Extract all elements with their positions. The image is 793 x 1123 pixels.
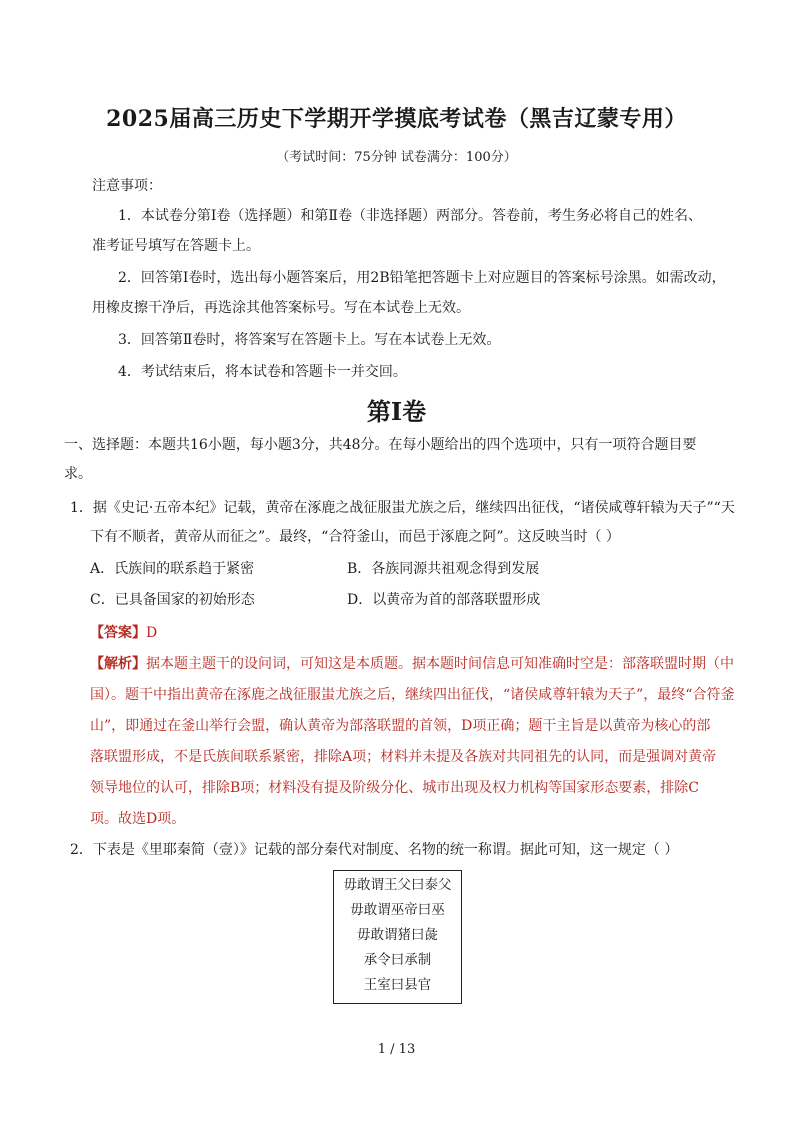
answer-value: D (146, 625, 158, 641)
note-2-line-1: 2．回答第Ⅰ卷时，选出每小题答案后，用2B铅笔把答题卡上对应题目的答案标号涂黑。如需改动， (118, 270, 726, 286)
note-4: 4．考试结束后，将本试卷和答题卡一并交回。 (118, 364, 407, 380)
table-row: 毋敢谓王父曰泰父 (343, 877, 452, 893)
page-number: 1 / 13 (377, 1042, 416, 1057)
q1-stem-line-2: 下有不顺者，黄帝从而征之”。最终，“合符釜山，而邑于涿鹿之阿”。这反映当时（ ） (90, 529, 620, 545)
q1-analysis-line-1 (90, 654, 734, 674)
answer-label: 【答案】 (90, 625, 146, 641)
q1-analysis-line-3: 山”，即通过在釜山举行会盟，确认黄帝为部落联盟的首领，D项正确；题干主旨是以黄帝为核心的部 (90, 718, 711, 734)
note-1-line-1: 1．本试卷分第Ⅰ卷（选择题）和第Ⅱ卷（非选择题）两部分。答卷前，考生务必将自己的姓名、 (118, 208, 702, 224)
q1-stem-line-1: 1．据《史记·五帝本纪》记载，黄帝在涿鹿之战征服蚩尤族之后，继续四出征伐，“诸侯咸尊轩辕为天子”“天 (70, 500, 735, 516)
note-2-line-2: 用橡皮擦干净后，再选涂其他答案标号。写在本试卷上无效。 (92, 300, 470, 316)
analysis-text: 据本题主题干的设问词，可知这是本质题。据本题时间信息可知准确时空是：部落联盟时期（中 (146, 656, 734, 672)
q1-option-b: B．各族同源共祖观念得到发展 (347, 561, 540, 577)
q1-option-c: C．已具备国家的初始形态 (90, 592, 255, 608)
section-instruction-line-1: 一、选择题：本题共16小题，每小题3分，共48分。在每小题给出的四个选项中，只有一项符合题目要 (64, 437, 697, 453)
table-row: 毋敢谓巫帝曰巫 (350, 902, 445, 918)
q1-analysis-line-5: 领导地位的认可，排除B项；材料没有提及阶级分化、城市出现及权力机构等国家形态要素，排除C (90, 780, 699, 796)
q2-table (333, 870, 462, 1004)
q2-stem: 2．下表是《里耶秦简（壹）》记载的部分秦代对制度、名物的统一称谓。据此可知，这一规定（ ） (70, 842, 679, 858)
table-row: 王室曰县官 (363, 977, 432, 993)
table-row: 承令曰承制 (363, 952, 432, 968)
analysis-label: 【解析】 (90, 656, 146, 672)
q1-option-d: D．以黄帝为首的部落联盟形成 (347, 592, 541, 608)
exam-subtitle: （考试时间：75分钟 试卷满分：100分） (276, 150, 517, 165)
notes-heading: 注意事项： (92, 178, 162, 194)
table-row: 毋敢谓猪曰彘 (357, 927, 438, 943)
note-3: 3．回答第Ⅱ卷时，将答案写在答题卡上。写在本试卷上无效。 (118, 332, 501, 348)
section-heading: 第Ⅰ卷 (366, 397, 427, 426)
section-instruction-line-2: 求。 (64, 466, 92, 482)
q1-answer (90, 623, 157, 643)
q1-analysis-line-2: 国）。题干中指出黄帝在涿鹿之战征服蚩尤族之后，继续四出征伐，“诸侯咸尊轩辕为天子”，最终“合符釜 (90, 687, 735, 703)
q1-analysis-line-4: 落联盟形成，不是氏族间联系紧密，排除A项；材料并未提及各族对共同祖先的认同，而是强调对黄帝 (90, 749, 717, 765)
q1-option-a: A．氏族间的联系趋于紧密 (90, 561, 255, 577)
page-title: 2025届高三历史下学期开学摸底考试卷（黑吉辽蒙专用） (106, 106, 687, 132)
note-1-line-2: 准考证号填写在答题卡上。 (92, 238, 260, 254)
q1-analysis-line-6: 项。故选D项。 (90, 811, 186, 827)
